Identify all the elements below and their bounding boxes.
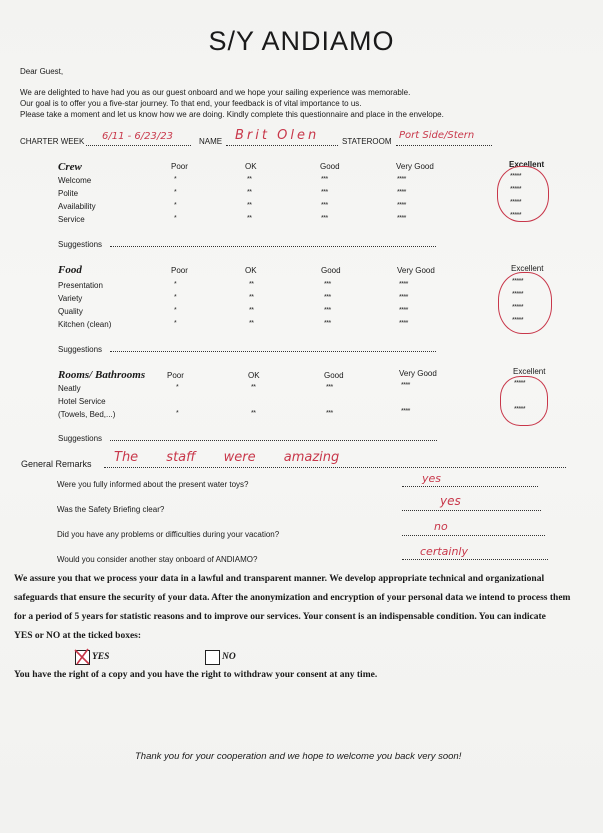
rooms-item-neatly: Neatly bbox=[58, 384, 81, 393]
star-option[interactable]: ** bbox=[247, 215, 252, 222]
star-option[interactable]: ** bbox=[251, 410, 256, 417]
food-item-quality: Quality bbox=[58, 307, 83, 316]
star-option[interactable]: ** bbox=[249, 307, 254, 314]
crew-col-very-good: Very Good bbox=[396, 162, 434, 171]
star-option[interactable]: **** bbox=[399, 320, 408, 327]
greeting: Dear Guest, bbox=[20, 67, 64, 76]
crew-item-service: Service bbox=[58, 215, 85, 224]
star-option[interactable]: *** bbox=[324, 320, 331, 327]
privacy-line-2: safeguards that ensure the security of your data. After the anonymization and encryption of your personal data we intend to process them bbox=[14, 593, 571, 603]
crew-col-ok: OK bbox=[245, 162, 257, 171]
stateroom-line bbox=[396, 145, 492, 146]
food-item-variety: Variety bbox=[58, 294, 83, 303]
star-option[interactable]: *** bbox=[321, 202, 328, 209]
rooms-col-ok: OK bbox=[248, 371, 260, 380]
answer-line-another-stay bbox=[402, 559, 548, 560]
star-option[interactable]: *** bbox=[326, 384, 333, 391]
star-option[interactable]: *** bbox=[321, 215, 328, 222]
star-option[interactable]: **** bbox=[397, 202, 406, 209]
rooms-suggestions-line[interactable] bbox=[110, 440, 437, 441]
food-suggestions-label: Suggestions bbox=[58, 345, 103, 354]
stateroom-value[interactable]: Port Side/Stern bbox=[399, 130, 475, 141]
answer-line-problems bbox=[402, 535, 545, 536]
star-option[interactable]: **** bbox=[399, 307, 408, 314]
question-another-stay: Would you consider another stay onboard of ANDIAMO? bbox=[57, 555, 258, 564]
privacy-line-4: YES or NO at the ticked boxes: bbox=[14, 631, 142, 641]
star-option[interactable]: **** bbox=[397, 176, 406, 183]
privacy-line-1: We assure you that we process your data in a lawful and transparent manner. We develop appropriate technical and organizational bbox=[14, 574, 545, 584]
answer-problems[interactable]: no bbox=[434, 520, 448, 533]
name-label: NAME bbox=[199, 137, 223, 146]
rooms-col-very-good: Very Good bbox=[399, 369, 437, 378]
answer-line-safety-briefing bbox=[402, 510, 541, 511]
star-option[interactable]: **** bbox=[401, 408, 410, 415]
star-option[interactable]: *** bbox=[324, 307, 331, 314]
crew-suggestions-label: Suggestions bbox=[58, 240, 103, 249]
star-option[interactable]: ***** bbox=[512, 291, 524, 298]
star-option[interactable]: ***** bbox=[512, 304, 524, 311]
consent-yes-label: YES bbox=[92, 652, 110, 662]
consent-no-label: NO bbox=[222, 652, 236, 662]
star-option[interactable]: ** bbox=[249, 320, 254, 327]
rooms-item-hotel-service: Hotel Service bbox=[58, 397, 106, 406]
food-col-very-good: Very Good bbox=[397, 266, 435, 275]
star-option[interactable]: ***** bbox=[514, 380, 526, 387]
question-problems: Did you have any problems or difficulties during your vacation? bbox=[57, 530, 280, 539]
star-option[interactable]: ** bbox=[247, 189, 252, 196]
food-col-ok: OK bbox=[245, 266, 257, 275]
crew-col-excellent: Excellent bbox=[509, 160, 545, 169]
crew-col-poor: Poor bbox=[171, 162, 188, 171]
crew-suggestions-line[interactable] bbox=[110, 246, 436, 247]
rooms-excellent-circle-mark bbox=[500, 376, 548, 426]
food-section-title: Food bbox=[58, 264, 82, 276]
charter-week-line bbox=[86, 145, 191, 146]
food-item-presentation: Presentation bbox=[58, 281, 103, 290]
star-option[interactable]: ***** bbox=[512, 317, 524, 324]
rooms-col-good: Good bbox=[324, 371, 344, 380]
star-option[interactable]: ** bbox=[247, 176, 252, 183]
food-excellent-circle-mark bbox=[498, 272, 552, 334]
star-option[interactable]: * bbox=[174, 215, 177, 222]
check-x-icon bbox=[74, 648, 91, 665]
crew-col-good: Good bbox=[320, 162, 340, 171]
star-option[interactable]: * bbox=[176, 410, 179, 417]
answer-water-toys[interactable]: yes bbox=[422, 472, 442, 485]
rooms-suggestions-label: Suggestions bbox=[58, 434, 103, 443]
food-item-kitchen: Kitchen (clean) bbox=[58, 320, 112, 329]
form-title: S/Y ANDIAMO bbox=[208, 26, 395, 56]
star-option[interactable]: ***** bbox=[510, 199, 522, 206]
crew-item-welcome: Welcome bbox=[58, 176, 92, 185]
star-option[interactable]: ***** bbox=[510, 186, 522, 193]
star-option[interactable]: * bbox=[174, 281, 177, 288]
question-safety-briefing: Was the Safety Briefing clear? bbox=[57, 505, 165, 514]
stateroom-label: STATEROOM bbox=[342, 137, 392, 146]
food-col-good: Good bbox=[321, 266, 341, 275]
general-remarks-label: General Remarks bbox=[21, 459, 92, 469]
crew-section-title: Crew bbox=[58, 161, 82, 173]
star-option[interactable]: ** bbox=[249, 294, 254, 301]
privacy-line-3: for a period of 5 years for statistic reasons and to improve our services. Your consent is an indispensable condition. You can indicate bbox=[14, 612, 546, 622]
food-col-poor: Poor bbox=[171, 266, 188, 275]
star-option[interactable]: **** bbox=[397, 215, 406, 222]
answer-another-stay[interactable]: certainly bbox=[420, 545, 468, 558]
answer-line-water-toys bbox=[402, 486, 538, 487]
crew-excellent-circle-mark bbox=[497, 166, 549, 222]
star-option[interactable]: **** bbox=[401, 382, 410, 389]
star-option[interactable]: *** bbox=[326, 410, 333, 417]
general-remarks-line bbox=[104, 467, 566, 468]
charter-week-label: CHARTER WEEK bbox=[20, 137, 85, 146]
star-option[interactable]: ***** bbox=[514, 406, 526, 413]
star-option[interactable]: *** bbox=[324, 281, 331, 288]
intro-line-2: Our goal is to offer you a five-star journey. To that end, your feedback is of vital importance to us. bbox=[20, 99, 362, 108]
star-option[interactable]: * bbox=[176, 384, 179, 391]
general-remarks-value[interactable]: The staff were amazing bbox=[114, 450, 340, 465]
star-option[interactable]: * bbox=[174, 176, 177, 183]
crew-item-availability: Availability bbox=[58, 202, 96, 211]
answer-safety-briefing[interactable]: yes bbox=[440, 494, 461, 508]
star-option[interactable]: ***** bbox=[512, 278, 524, 285]
food-col-excellent: Excellent bbox=[511, 264, 544, 273]
star-option[interactable]: *** bbox=[321, 189, 328, 196]
star-option[interactable]: **** bbox=[397, 189, 406, 196]
intro-line-3: Please take a moment and let us know how we are doing. Kindly complete this questionnaire and place in the envelope. bbox=[20, 110, 444, 119]
privacy-rights: You have the right of a copy and you have the right to withdraw your consent at any time. bbox=[14, 670, 378, 680]
rooms-col-poor: Poor bbox=[167, 371, 184, 380]
star-option[interactable]: ** bbox=[249, 281, 254, 288]
name-value[interactable]: Brit Olen bbox=[235, 128, 320, 143]
star-option[interactable]: *** bbox=[324, 294, 331, 301]
star-option[interactable]: **** bbox=[399, 294, 408, 301]
charter-week-value[interactable]: 6/11 - 6/23/23 bbox=[102, 131, 173, 142]
food-suggestions-line[interactable] bbox=[110, 351, 436, 352]
star-option[interactable]: ***** bbox=[510, 212, 522, 219]
star-option[interactable]: **** bbox=[399, 281, 408, 288]
rooms-col-excellent: Excellent bbox=[513, 367, 546, 376]
crew-item-polite: Polite bbox=[58, 189, 79, 198]
star-option[interactable]: * bbox=[174, 307, 177, 314]
star-option[interactable]: * bbox=[174, 189, 177, 196]
rooms-section-title: Rooms/ Bathrooms bbox=[58, 369, 146, 381]
name-line bbox=[226, 145, 338, 146]
star-option[interactable]: ***** bbox=[510, 173, 522, 180]
question-water-toys: Were you fully informed about the present water toys? bbox=[57, 480, 249, 489]
star-option[interactable]: ** bbox=[251, 384, 256, 391]
closing-message: Thank you for your cooperation and we hope to welcome you back very soon! bbox=[135, 751, 462, 762]
star-option[interactable]: * bbox=[174, 294, 177, 301]
rooms-item-towels-bed: (Towels, Bed,...) bbox=[58, 410, 116, 419]
star-option[interactable]: * bbox=[174, 202, 177, 209]
consent-no-checkbox[interactable] bbox=[205, 650, 220, 665]
intro-line-1: We are delighted to have had you as our guest onboard and we hope your sailing experience was memorable. bbox=[20, 88, 411, 97]
star-option[interactable]: *** bbox=[321, 176, 328, 183]
consent-yes-checkbox[interactable] bbox=[75, 650, 90, 665]
star-option[interactable]: * bbox=[174, 320, 177, 327]
star-option[interactable]: ** bbox=[247, 202, 252, 209]
